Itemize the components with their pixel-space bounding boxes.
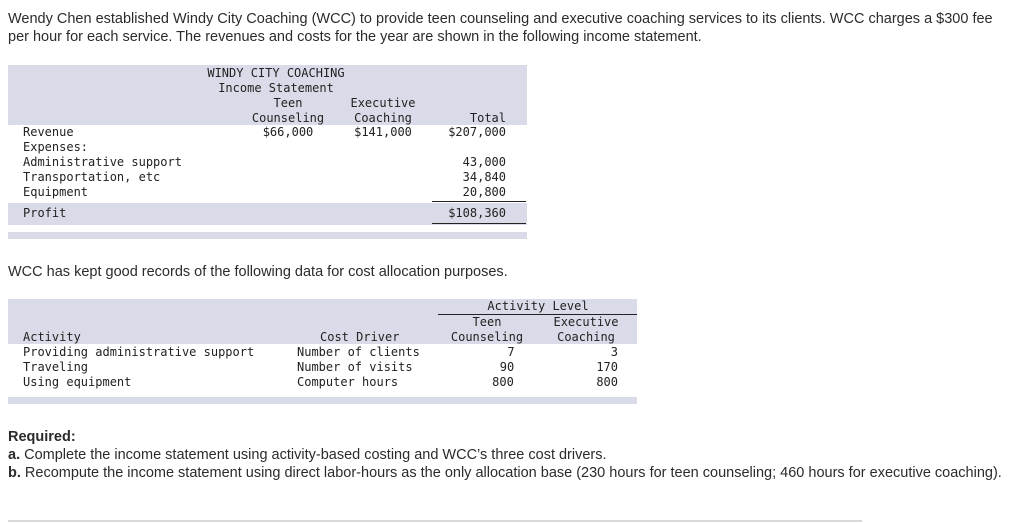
company-name: WINDY CITY COACHING [207, 66, 345, 80]
revenue-exec: $141,000 [354, 125, 412, 139]
exec-row-2: 170 [596, 360, 618, 374]
teen-header-1: Teen [472, 315, 502, 329]
requirement-a: a. Complete the income statement using activity-based costing and WCC’s three cost drivers. [8, 447, 607, 463]
exec-header-1: Executive [553, 315, 619, 329]
intro-paragraph: Wendy Chen established Windy City Coaching (WCC) to provide teen counseling and executive coaching services to its clients. WCC charges a $300 fee per hour for each service. The revenues and costs for the year are shown in the following income statement. [8, 11, 993, 45]
teen-row-1: 7 [507, 345, 515, 359]
cost-driver-header: Cost Driver [320, 330, 400, 344]
admin-total: 43,000 [462, 155, 506, 169]
profit-label: Profit [23, 206, 67, 220]
admin-label: Administrative support [23, 155, 182, 169]
expenses-label: Expenses: [23, 140, 89, 154]
total-rule [432, 223, 526, 224]
teen-header-2: Counseling [251, 111, 325, 125]
activity-row-3: Using equipment [23, 375, 132, 389]
exec-header-2: Coaching [354, 111, 412, 125]
exec-row-1: 3 [610, 345, 618, 359]
bottom-divider [8, 520, 862, 522]
profit-total: $108,360 [448, 206, 506, 220]
exec-row-3: 800 [596, 375, 618, 389]
equipment-total: 20,800 [462, 185, 506, 199]
teen-row-3: 800 [492, 375, 514, 389]
statement-title: Income Statement [218, 81, 334, 95]
revenue-label: Revenue [23, 125, 74, 139]
activity-row-1: Providing administrative support [23, 345, 255, 359]
records-paragraph: WCC has kept good records of the following data for cost allocation purposes. [8, 264, 508, 280]
subtotal-rule [432, 201, 526, 202]
teen-header-1: Teen [273, 96, 303, 110]
activity-header: Activity [23, 330, 81, 344]
table-footer-bar [8, 232, 527, 239]
required-section [8, 428, 1008, 482]
total-header: Total [469, 111, 506, 125]
driver-row-2: Number of visits [297, 360, 413, 374]
activity-row-2: Traveling [23, 360, 89, 374]
driver-row-3: Computer hours [297, 375, 399, 389]
revenue-total: $207,000 [448, 125, 506, 139]
table-footer-bar [8, 397, 637, 404]
transport-label: Transportation, etc [23, 170, 161, 184]
activity-table [8, 299, 637, 404]
teen-header-2: Counseling [450, 330, 524, 344]
exec-header-1: Executive [350, 96, 416, 110]
teen-row-2: 90 [499, 360, 515, 374]
activity-level-header: Activity Level [487, 299, 589, 313]
exec-header-2: Coaching [557, 330, 615, 344]
requirement-b: b. Recompute the income statement using direct labor-hours as the only allocation base (230 hours for teen counseling; 460 hours for executive coaching). [8, 465, 1002, 481]
transport-total: 34,840 [462, 170, 506, 184]
driver-row-1: Number of clients [297, 345, 420, 359]
equipment-label: Equipment [23, 185, 89, 199]
required-heading: Required: [8, 429, 76, 445]
income-statement-table [8, 65, 527, 239]
revenue-teen: $66,000 [262, 125, 314, 139]
